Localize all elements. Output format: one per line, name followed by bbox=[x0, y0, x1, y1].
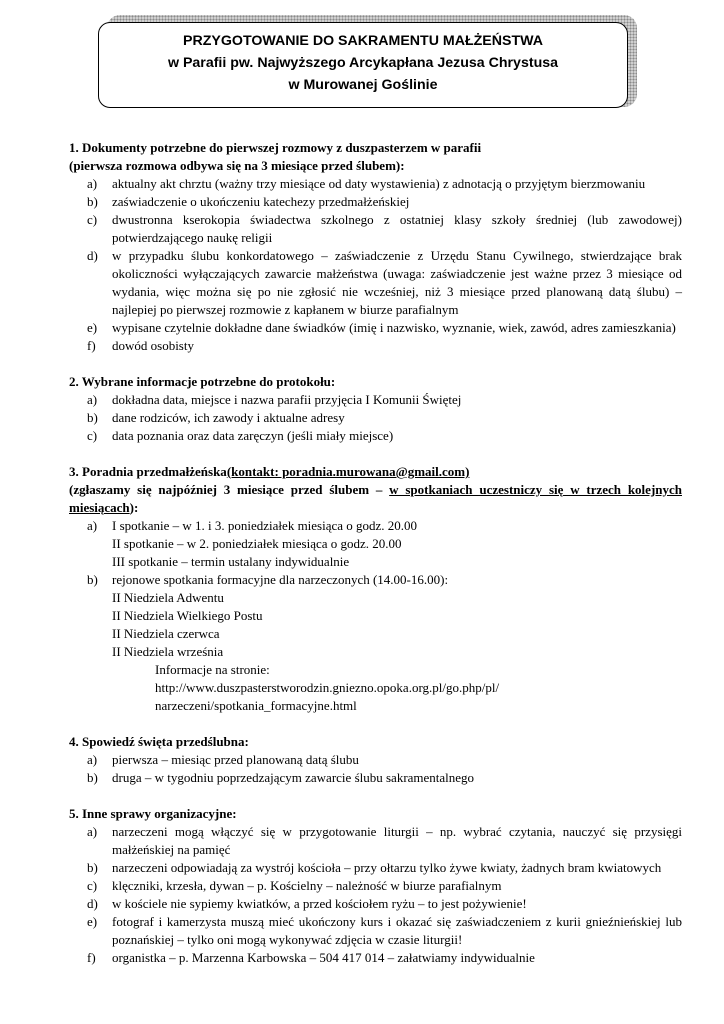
info-url[interactable]: http://www.duszpasterstworodzin.gniezno.opoka.org.pl/go.php/pl/ bbox=[155, 680, 500, 695]
list-item: b) zaświadczenie o ukończeniu katechezy przedmałżeńskiej bbox=[87, 194, 410, 209]
documents-list bbox=[69, 175, 682, 355]
list-item: f) dowód osobisty bbox=[87, 338, 194, 353]
list-item: c) dwustronna kserokopia świadectwa szkolnego z ostatniej klasy szkoły średniej (lub zawodowej) potwierdzającego naukę religii bbox=[87, 212, 682, 245]
list-item: d) w kościele nie sypiemy kwiatków, a przed kościołem ryżu – to jest pożywienie! bbox=[87, 896, 527, 911]
header-title: PRZYGOTOWANIE DO SAKRAMENTU MAŁŻEŃSTWA bbox=[183, 33, 543, 49]
organization-list bbox=[69, 823, 682, 967]
list-item: e) wypisane czytelnie dokładne dane świadków (imię i nazwisko, wyznanie, wiek, zawód, adres zamieszkania) bbox=[87, 320, 676, 335]
list-item: e) fotograf i kamerzysta muszą mieć ukończony kurs i okazać się zaświadczeniem z kurii gnieźnieńskiej lub poznańskiej – tylko oni mogą wykonywać zdjęcia w czasie liturgii! bbox=[87, 914, 682, 947]
document-header bbox=[98, 22, 628, 108]
info-url-continued[interactable]: narzeczeni/spotkania_formacyjne.html bbox=[155, 698, 357, 713]
section-title: 5. Inne sprawy organizacyjne: bbox=[69, 806, 237, 821]
list-item: f) organistka – p. Marzenna Karbowska – 504 417 014 – załatwiamy indywidualnie bbox=[87, 950, 535, 965]
list-item: b) druga – w tygodniu poprzedzającym zawarcie ślubu sakramentalnego bbox=[87, 770, 475, 785]
list-item: b) rejonowe spotkania formacyjne dla narzeczonych (14.00-16.00): II Niedziela Adwentu II Niedziela Wielkiego Postu II Niedziela czerwca II Niedziela września Informacje na stronie: http://www.duszpasterstworodzin.gniezno.opoka.org.pl/go.php/pl/ narzeczeni/spotkania_formacyjne.html bbox=[69, 571, 682, 715]
section-title: 4. Spowiedź święta przedślubna: bbox=[69, 734, 249, 749]
list-item: a) dokładna data, miejsce i nazwa parafii przyjęcia I Komunii Świętej bbox=[87, 392, 462, 407]
section-note: (zgłaszamy się najpóźniej 3 miesiące przed ślubem – w spotkaniach uczestniczy się w trzech kolejnych miesiącach): bbox=[69, 482, 682, 515]
list-item: c) data poznania oraz data zaręczyn (jeśli miały miejsce) bbox=[87, 428, 394, 443]
list-item: b) dane rodziców, ich zawody i aktualne adresy bbox=[87, 410, 345, 425]
confession-list bbox=[69, 751, 682, 787]
header-town: w Murowanej Goślinie bbox=[288, 77, 438, 93]
section-subtitle: (pierwsza rozmowa odbywa się na 3 miesiące przed ślubem): bbox=[69, 158, 405, 173]
protocol-list bbox=[69, 391, 682, 445]
contact-email[interactable]: (kontakt: poradnia.murowana@gmail.com) bbox=[226, 464, 470, 479]
list-item: a) narzeczeni mogą włączyć się w przygotowanie liturgii – np. wybrać czytania, nauczyć się przysięgi małżeńskiej na pamięć bbox=[87, 824, 682, 857]
counseling-list bbox=[69, 517, 682, 715]
list-item: a) aktualny akt chrztu (ważny trzy miesiące od daty wystawienia) z adnotacją o przyjętym bierzmowaniu bbox=[87, 176, 646, 191]
document-body bbox=[69, 139, 682, 985]
header-parish: w Parafii pw. Najwyższego Arcykapłana Jezusa Chrystusa bbox=[167, 55, 559, 71]
list-item: c) klęczniki, krzesła, dywan – p. Kościelny – należność w biurze parafialnym bbox=[87, 878, 502, 893]
section-counseling bbox=[69, 463, 682, 715]
list-item: b) narzeczeni odpowiadają za wystrój kościoła – przy ołtarzu tylko żywe kwiaty, żadnych bram kwiatowych bbox=[87, 860, 662, 875]
section-documents bbox=[69, 139, 682, 355]
list-item: a) I spotkanie – w 1. i 3. poniedziałek miesiąca o godz. 20.00 II spotkanie – w 2. poniedziałek miesiąca o godz. 20.00 III spotkanie – termin ustalany indywidualnie bbox=[87, 518, 418, 569]
info-label: Informacje na stronie: bbox=[155, 662, 270, 677]
section-title: 1. Dokumenty potrzebne do pierwszej rozmowy z duszpasterzem w parafii bbox=[69, 140, 482, 155]
section-title: 2. Wybrane informacje potrzebne do protokołu: bbox=[69, 374, 336, 389]
section-title: 3. Poradnia przedmałżeńska(kontakt: poradnia.murowana@gmail.com) bbox=[69, 464, 470, 479]
section-protocol bbox=[69, 373, 682, 445]
list-item: d) w przypadku ślubu konkordatowego – zaświadczenie z Urzędu Stanu Cywilnego, stwierdzające brak okoliczności wyłączających zawarcie małżeństwa (uwaga: zaświadczenie jest ważne przez 3 miesiące od wydania, więc można się po nie zgłosić nie wcześniej, niż 3 miesiące przed planowaną datą ślubu) – najlepiej po pierwszej rozmowie z kapłanem w biurze parafialnym bbox=[87, 248, 682, 317]
section-confession bbox=[69, 733, 682, 787]
section-organization bbox=[69, 805, 682, 967]
list-item: a) pierwsza – miesiąc przed planowaną datą ślubu bbox=[87, 752, 359, 767]
